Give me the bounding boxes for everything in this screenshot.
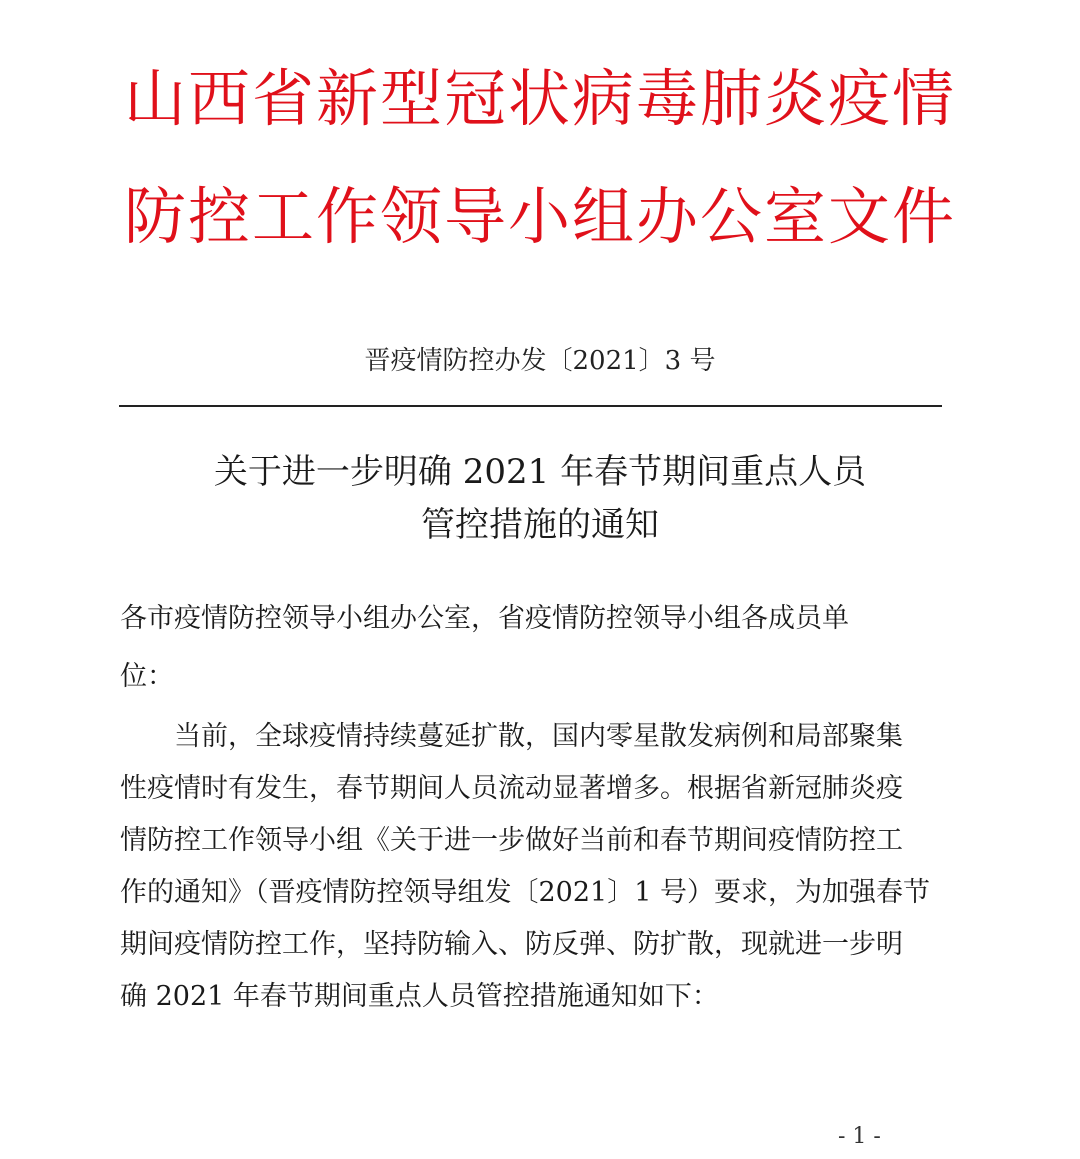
body-paragraph-line: 期间疫情防控工作，坚持防输入、防反弹、防扩散，现就进一步明	[120, 929, 903, 960]
body-paragraph-line: 情防控工作领导小组《关于进一步做好当前和春节期间疫情防控工	[120, 825, 903, 856]
notice-title-line-1: 关于进一步明确 2021 年春节期间重点人员	[213, 452, 867, 492]
issuing-authority-title-line-1: 山西省新型冠状病毒肺炎疫情	[123, 62, 956, 135]
body-paragraph-line: 确 2021 年春节期间重点人员管控措施通知如下：	[120, 981, 719, 1012]
recipients-line-1: 各市疫情防控领导小组办公室，省疫情防控领导小组各成员单	[120, 603, 849, 634]
notice-title-line-2: 管控措施的通知	[421, 505, 659, 545]
body-paragraph-line: 作的通知》（晋疫情防控领导组发〔2021〕1 号）要求，为加强春节	[120, 877, 930, 908]
page-number: - 1 -	[838, 1124, 881, 1149]
issuing-authority-title-line-2: 防控工作领导小组办公室文件	[123, 180, 956, 253]
body-paragraph-line: 当前，全球疫情持续蔓延扩散，国内零星散发病例和局部聚集	[174, 721, 903, 752]
body-paragraph-line: 性疫情时有发生，春节期间人员流动显著增多。根据省新冠肺炎疫	[120, 773, 903, 804]
header-divider	[119, 405, 942, 407]
document-number: 晋疫情防控办发〔2021〕3 号	[364, 346, 716, 376]
recipients-line-2: 位：	[120, 661, 174, 692]
